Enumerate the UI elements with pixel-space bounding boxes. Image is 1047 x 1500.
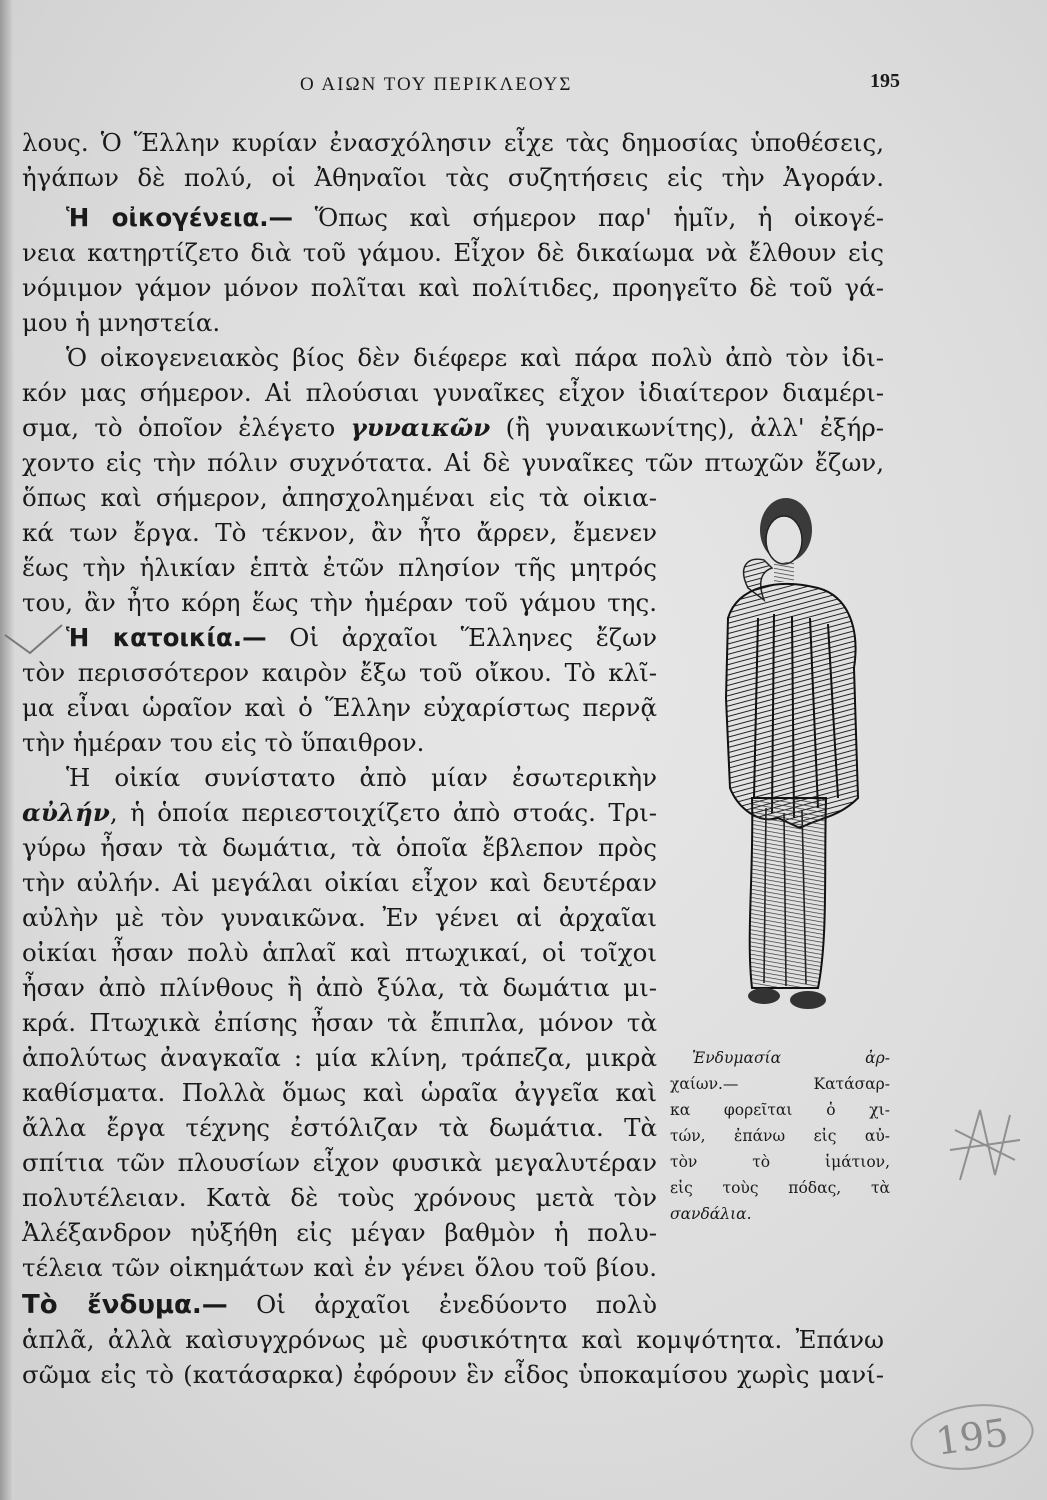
term-aulin: αὐλήν — [22, 798, 110, 827]
text-line: κρά. Πτωχικὰ ἐπίσης ἦσαν τὰ ἔπιπλα, μόνον τὰ — [22, 1008, 657, 1037]
text-line — [66, 623, 657, 653]
caption-line: Ἐνδυμασία ἀρ- — [692, 1049, 890, 1067]
section-heading-family: Ἡ οἰκογένεια.— — [66, 203, 294, 232]
text-line: καθίσματα. Πολλὰ ὅμως καὶ ὡραῖα ἀγγεῖα καὶ — [22, 1078, 657, 1107]
text-line: Ἀλέξανδρον ηὐξήθη εἰς μέγαν βαθμὸν ἡ πολυ- — [22, 1218, 657, 1247]
text-line: τὴν αὐλήν. Αἱ μεγάλαι οἰκίαι εἶχον καὶ δευτέραν — [22, 868, 657, 897]
figure-right-sandal — [790, 991, 826, 1009]
book-spine-shadow — [0, 0, 14, 1500]
text-fragment: (ἢ γυναικωνίτης), ἀλλ' ἐξήρ- — [505, 413, 885, 442]
text-line — [22, 413, 884, 443]
page-header — [300, 70, 900, 104]
text-line: πολυτέλειαν. Κατὰ δὲ τοὺς χρόνους μετὰ τὸν — [22, 1183, 657, 1212]
figure-left-sandal — [748, 988, 780, 1004]
running-title: Ο ΑΙΩΝ ΤΟΥ ΠΕΡΙΚΛΕΟΥΣ — [300, 74, 573, 95]
text-line: τέλεια τῶν οἰκημάτων καὶ ἐν γένει ὅλου τοῦ βίου. — [22, 1253, 657, 1282]
text-fragment: σμα, τὸ ὁποῖον ἐλέγετο — [22, 413, 336, 442]
text-fragment: Ὅπως καὶ σήμερον παρ' ἡμῖν, ἡ οἰκογέ- — [314, 203, 885, 232]
text-line: ἦσαν ἀπὸ πλίνθους ἢ ἀπὸ ξύλα, τὰ δωμάτια μι- — [22, 973, 657, 1002]
caption-line: χαίων.— Κατάσαρ- — [670, 1075, 890, 1093]
text-line: λους. Ὁ Ἕλλην κυρίαν ἐνασχόλησιν εἶχε τὰς δημοσίας ὑποθέσεις, — [22, 128, 884, 157]
text-line: μου ἡ μνηστεία. — [22, 308, 221, 337]
pencil-check-mark — [0, 605, 70, 675]
text-line: μα εἶναι ὡραῖον καὶ ὁ Ἕλλην εὐχαρίστως περνᾷ — [22, 693, 657, 722]
pencil-scribble — [940, 1090, 1030, 1200]
text-fragment: Οἱ ἀρχαῖοι ἐνεδύοντο πολὺ — [256, 1290, 657, 1319]
figure-chiton — [750, 798, 826, 988]
text-line: χοντο εἰς τὴν πόλιν συχνότατα. Αἱ δὲ γυναῖκες τῶν πτωχῶν ἔζων, — [22, 448, 884, 477]
caption-line: εἰς τοὺς πόδας, τὰ — [670, 1179, 890, 1197]
section-heading-garment: Τὸ ἔνδυμα.— — [22, 1290, 228, 1320]
text-line: νεια κατηρτίζετο διὰ τοῦ γάμου. Εἶχον δὲ δικαίωμα νὰ ἔλθουν εἰς — [22, 238, 884, 267]
page-number: 195 — [870, 70, 900, 92]
term-gynaikon: γυναικῶν — [350, 413, 491, 442]
caption-line: τὸν τὸ ἱμάτιον, — [670, 1153, 890, 1171]
text-line: νόμιμον γάμον μόνον πολῖται καὶ πολίτιδες, προηγεῖτο δὲ τοῦ γά- — [22, 273, 884, 302]
text-line: ἁπλᾶ, ἀλλὰ καὶσυγχρόνως μὲ φυσικότητα καὶ κομψότητα. Ἐπάνω — [22, 1325, 884, 1354]
text-line: τὴν ἡμέραν του εἰς τὸ ὕπαιθρον. — [22, 728, 425, 757]
figure-neck — [774, 562, 794, 582]
text-line: κόν μας σήμερον. Αἱ πλούσιαι γυναῖκες εἶχον ἰδιαίτερον διαμέρι- — [22, 378, 884, 407]
text-line: αὐλὴν μὲ τὸν γυναικῶνα. Ἐν γένει αἱ ἀρχαῖαι — [22, 903, 657, 932]
text-fragment: Οἱ ἀρχαῖοι Ἕλληνες ἔζων — [289, 623, 657, 652]
caption-line: σανδάλια. — [670, 1205, 752, 1223]
text-line: γύρω ἦσαν τὰ δωμάτια, τὰ ὁποῖα ἔβλεπον πρὸς — [22, 833, 657, 862]
text-line — [22, 1290, 657, 1320]
text-line: ἕως τὴν ἡλικίαν ἑπτὰ ἐτῶν πλησίον τῆς μητρός — [22, 553, 657, 582]
text-line: ὅπως καὶ σήμερον, ἀπησχολημέναι εἰς τὰ οἰκια- — [22, 483, 657, 512]
text-line: του, ἂν ἦτο κόρη ἕως τὴν ἡμέραν τοῦ γάμου της. — [22, 588, 657, 617]
text-line: ἀπολύτως ἀναγκαῖα : μία κλίνη, τράπεζα, μικρὰ — [22, 1043, 657, 1072]
text-line: ἄλλα ἔργα τέχνης ἐστόλιζαν τὰ δωμάτια. Τὰ — [22, 1113, 657, 1142]
text-line: σῶμα εἰς τὸ (κατάσαρκα) ἐφόρουν ἓν εἶδος ὑποκαμίσου χωρὶς μανί- — [22, 1360, 884, 1389]
text-line: σπίτια τῶν πλουσίων εἶχον φυσικὰ μεγαλυτέραν — [22, 1148, 657, 1177]
text-line: τὸν περισσότερον καιρὸν ἔξω τοῦ οἴκου. Τὸ κλῖ- — [22, 658, 657, 687]
text-line: οἰκίαι ἦσαν πολὺ ἁπλαῖ καὶ πτωχικαί, οἱ τοῖχοι — [22, 938, 657, 967]
text-line: κά των ἔργα. Τὸ τέκνον, ἂν ἦτο ἄρρεν, ἔμενεν — [22, 518, 657, 547]
section-heading-house: Ἡ κατοικία.— — [66, 623, 267, 652]
text-fragment: , ἡ ὁποία περιεστοιχίζετο ἀπὸ στοάς. Τρι- — [109, 798, 657, 827]
text-line — [66, 763, 657, 793]
text-line — [22, 798, 657, 828]
pencil-page-number: 195 — [906, 1397, 1038, 1478]
text-line — [66, 203, 884, 233]
text-line: Ὁ οἰκογενειακὸς βίος δὲν διέφερε καὶ πάρα πολὺ ἀπὸ τὸν ἰδι- — [66, 343, 884, 372]
caption-line: τών, ἐπάνω εἰς αὐ- — [670, 1127, 890, 1145]
caption-line: κα φορεῖται ὁ χι- — [670, 1101, 890, 1119]
figure-face — [766, 516, 802, 564]
draped-woman-engraving — [668, 468, 908, 1048]
text-line: ἠγάπων δὲ πολύ, οἱ Ἀθηναῖοι τὰς συζητήσεις εἰς τὴν Ἀγοράν. — [22, 163, 884, 192]
text-fragment: Ἡ οἰκία συνίστατο ἀπὸ μίαν ἐσωτερικὴν — [66, 763, 657, 792]
